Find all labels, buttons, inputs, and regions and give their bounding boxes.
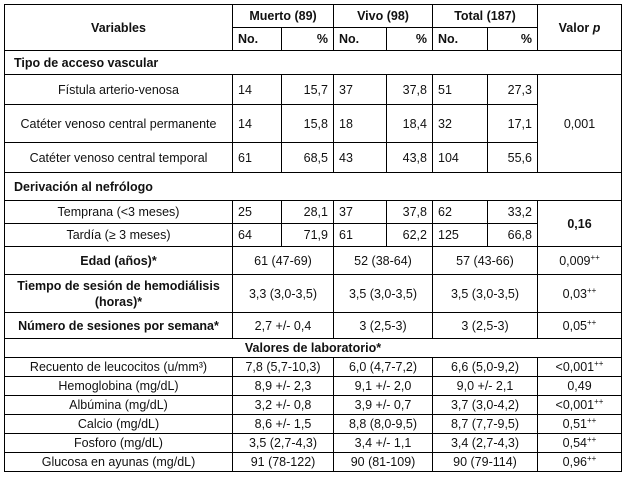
cell-muerto: 3,2 +/- 0,8 — [233, 396, 334, 415]
cell-vivo: 52 (38-64) — [334, 247, 433, 275]
row-label: Calcio (mg/dL) — [5, 415, 233, 434]
cell-t-pct: 27,3 — [488, 75, 538, 105]
table-row — [5, 415, 622, 434]
row-label: Tardía (≥ 3 meses) — [5, 224, 233, 247]
subheader-no: No. — [433, 28, 488, 51]
cell-v-no: 43 — [334, 143, 387, 173]
cell-muerto: 2,7 +/- 0,4 — [233, 313, 334, 339]
cell-v-pct: 18,4 — [387, 105, 433, 143]
table-row — [5, 201, 622, 224]
cell-m-pct: 15,7 — [282, 75, 334, 105]
cell-muerto: 3,5 (2,7-4,3) — [233, 434, 334, 453]
cell-total: 3 (2,5-3) — [433, 313, 538, 339]
p-value-footnote: ++ — [594, 359, 604, 368]
cell-m-no: 61 — [233, 143, 282, 173]
table-row — [5, 358, 622, 377]
header-variables: Variables — [5, 5, 233, 51]
header-valor-p — [538, 5, 622, 51]
p-value — [538, 396, 622, 415]
results-table — [4, 4, 622, 472]
cell-v-pct: 43,8 — [387, 143, 433, 173]
row-label: Número de sesiones por semana* — [5, 313, 233, 339]
table-row — [5, 247, 622, 275]
cell-v-pct: 37,8 — [387, 75, 433, 105]
table-row — [5, 275, 622, 313]
cell-total: 6,6 (5,0-9,2) — [433, 358, 538, 377]
cell-v-pct: 62,2 — [387, 224, 433, 247]
table-row — [5, 453, 622, 472]
row-label: Catéter venoso central permanente — [5, 105, 233, 143]
cell-total: 90 (79-114) — [433, 453, 538, 472]
cell-total: 9,0 +/- 2,1 — [433, 377, 538, 396]
p-value: 0,001 — [538, 75, 622, 173]
cell-v-no: 61 — [334, 224, 387, 247]
cell-vivo: 90 (81-109) — [334, 453, 433, 472]
p-value-text: 0,03 — [562, 286, 587, 301]
cell-vivo: 8,8 (8,0-9,5) — [334, 415, 433, 434]
cell-total: 57 (43-66) — [433, 247, 538, 275]
cell-m-pct: 71,9 — [282, 224, 334, 247]
p-value-footnote: ++ — [587, 416, 597, 425]
p-value: 0,16 — [538, 201, 622, 247]
table-row — [5, 377, 622, 396]
table-row — [5, 313, 622, 339]
p-value-text: 0,009 — [559, 253, 591, 268]
cell-vivo: 9,1 +/- 2,0 — [334, 377, 433, 396]
cell-m-no: 14 — [233, 75, 282, 105]
cell-t-no: 104 — [433, 143, 488, 173]
table-row — [5, 224, 622, 247]
p-value — [538, 377, 622, 396]
cell-m-pct: 28,1 — [282, 201, 334, 224]
cell-t-pct: 66,8 — [488, 224, 538, 247]
row-label: Edad (años)* — [5, 247, 233, 275]
cell-t-no: 32 — [433, 105, 488, 143]
cell-total: 3,4 (2,7-4,3) — [433, 434, 538, 453]
row-label: Catéter venoso central temporal — [5, 143, 233, 173]
p-value — [538, 415, 622, 434]
cell-vivo: 3,9 +/- 0,7 — [334, 396, 433, 415]
p-value-text: 0,51 — [562, 417, 587, 431]
table-row — [5, 75, 622, 105]
p-value-text: <0,001 — [555, 360, 595, 374]
row-label: Glucosa en ayunas (mg/dL) — [5, 453, 233, 472]
cell-total: 3,5 (3,0-3,5) — [433, 275, 538, 313]
p-value — [538, 275, 622, 313]
p-value — [538, 247, 622, 275]
valor-p-prefix: Valor — [558, 20, 593, 35]
table-row — [5, 434, 622, 453]
section-title-lab: Valores de laboratorio* — [5, 339, 622, 358]
cell-vivo: 3,4 +/- 1,1 — [334, 434, 433, 453]
row-label: Hemoglobina (mg/dL) — [5, 377, 233, 396]
cell-vivo: 3 (2,5-3) — [334, 313, 433, 339]
cell-v-pct: 37,8 — [387, 201, 433, 224]
p-value-text: <0,001 — [555, 398, 595, 412]
header-group-vivo: Vivo (98) — [334, 5, 433, 28]
subheader-no: No. — [233, 28, 282, 51]
cell-v-no: 18 — [334, 105, 387, 143]
section-title-acceso: Tipo de acceso vascular — [5, 51, 622, 75]
p-value-footnote: ++ — [587, 435, 597, 444]
cell-m-pct: 15,8 — [282, 105, 334, 143]
p-value — [538, 313, 622, 339]
cell-v-no: 37 — [334, 75, 387, 105]
row-label: Recuento de leucocitos (u/mm³) — [5, 358, 233, 377]
p-value-footnote: ++ — [590, 252, 600, 262]
p-value-footnote: ++ — [594, 397, 604, 406]
cell-vivo: 3,5 (3,0-3,5) — [334, 275, 433, 313]
row-label: Fosforo (mg/dL) — [5, 434, 233, 453]
cell-v-no: 37 — [334, 201, 387, 224]
cell-muerto: 3,3 (3,0-3,5) — [233, 275, 334, 313]
cell-t-no: 125 — [433, 224, 488, 247]
p-value-footnote: ++ — [587, 317, 597, 327]
p-value-text: 0,49 — [567, 379, 592, 393]
p-value-text: 0,54 — [562, 436, 587, 450]
subheader-pct: % — [488, 28, 538, 51]
p-value-footnote: ++ — [587, 285, 597, 295]
cell-muerto: 8,6 +/- 1,5 — [233, 415, 334, 434]
cell-muerto: 8,9 +/- 2,3 — [233, 377, 334, 396]
cell-m-no: 25 — [233, 201, 282, 224]
cell-m-no: 64 — [233, 224, 282, 247]
cell-vivo: 6,0 (4,7-7,2) — [334, 358, 433, 377]
cell-t-pct: 33,2 — [488, 201, 538, 224]
p-value-text: 0,96 — [562, 455, 587, 469]
subheader-pct: % — [282, 28, 334, 51]
table-row — [5, 105, 622, 143]
cell-t-pct: 17,1 — [488, 105, 538, 143]
cell-total: 8,7 (7,7-9,5) — [433, 415, 538, 434]
p-value — [538, 358, 622, 377]
row-label: Temprana (<3 meses) — [5, 201, 233, 224]
p-value-footnote: ++ — [587, 454, 597, 463]
cell-muerto: 61 (47-69) — [233, 247, 334, 275]
row-label: Albúmina (mg/dL) — [5, 396, 233, 415]
cell-t-no: 62 — [433, 201, 488, 224]
subheader-no: No. — [334, 28, 387, 51]
header-group-total: Total (187) — [433, 5, 538, 28]
section-title-derivacion: Derivación al nefrólogo — [5, 173, 622, 201]
row-label: Fístula arterio-venosa — [5, 75, 233, 105]
p-value — [538, 434, 622, 453]
p-value — [538, 453, 622, 472]
cell-total: 3,7 (3,0-4,2) — [433, 396, 538, 415]
table-row — [5, 396, 622, 415]
cell-m-pct: 68,5 — [282, 143, 334, 173]
cell-muerto: 91 (78-122) — [233, 453, 334, 472]
table-row — [5, 143, 622, 173]
subheader-pct: % — [387, 28, 433, 51]
row-label: Tiempo de sesión de hemodiálisis (horas)* — [5, 275, 233, 313]
p-value-text: 0,05 — [562, 318, 587, 333]
cell-t-no: 51 — [433, 75, 488, 105]
valor-p-italic: p — [592, 20, 601, 35]
cell-muerto: 7,8 (5,7-10,3) — [233, 358, 334, 377]
header-group-muerto: Muerto (89) — [233, 5, 334, 28]
cell-t-pct: 55,6 — [488, 143, 538, 173]
cell-m-no: 14 — [233, 105, 282, 143]
